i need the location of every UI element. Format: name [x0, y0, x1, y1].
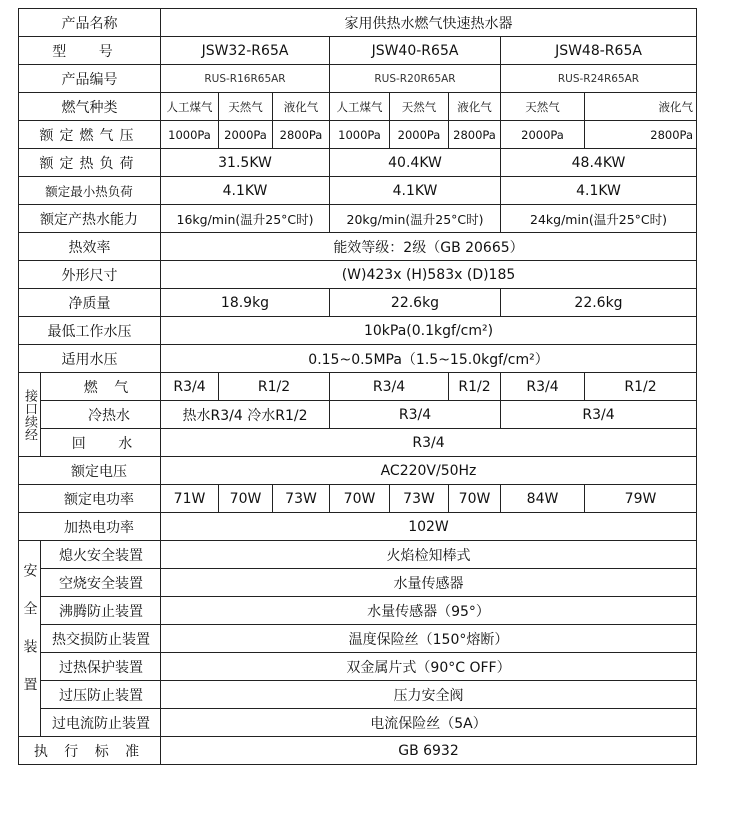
- connection-gas-value: R1/2: [219, 373, 330, 401]
- power-value: 71W: [161, 485, 219, 513]
- gas-pressure-value: 2000Pa: [501, 121, 585, 149]
- power-value: 70W: [330, 485, 390, 513]
- safety-item-label: 热交损防止装置: [41, 625, 161, 653]
- weight-value: 22.6kg: [330, 289, 501, 317]
- power-value: 70W: [449, 485, 501, 513]
- connection-water-label: 冷热水: [41, 401, 161, 429]
- safety-item-value: 温度保险丝（150°熔断）: [161, 625, 697, 653]
- row-connection-water: [19, 401, 697, 429]
- product-code-value: RUS-R24R65AR: [501, 65, 697, 93]
- gas-type-value: 人工煤气: [330, 93, 390, 121]
- row-gas-type: [19, 93, 697, 121]
- safety-item-value: 火焰检知棒式: [161, 541, 697, 569]
- heat-load-value: 48.4KW: [501, 149, 697, 177]
- connection-gas-label: 燃 气: [41, 373, 161, 401]
- standard-label: 执 行 标 准: [19, 737, 161, 765]
- power-label: 额定电功率: [19, 485, 161, 513]
- model-value: JSW48-R65A: [501, 37, 697, 65]
- row-voltage: [19, 457, 697, 485]
- power-value: 70W: [219, 485, 273, 513]
- row-efficiency: [19, 233, 697, 261]
- row-safety-3: [19, 625, 697, 653]
- row-connection-gas: [19, 373, 697, 401]
- model-label: 型 号: [19, 37, 161, 65]
- heat-load-value: 31.5KW: [161, 149, 330, 177]
- connection-gas-value: R3/4: [161, 373, 219, 401]
- voltage-label: 额定电压: [19, 457, 161, 485]
- connection-gas-value: R1/2: [585, 373, 697, 401]
- product-code-value: RUS-R16R65AR: [161, 65, 330, 93]
- hot-water-label: 额定产热水能力: [19, 205, 161, 233]
- row-gas-pressure: [19, 121, 697, 149]
- dimensions-value: (W)423x (H)583x (D)185: [161, 261, 697, 289]
- connection-water-value: 热水R3/4 冷水R1/2: [161, 401, 330, 429]
- safety-group-label: 安全装置: [19, 541, 41, 737]
- weight-label: 净质量: [19, 289, 161, 317]
- standard-value: GB 6932: [161, 737, 697, 765]
- efficiency-value: 能效等级：2级（GB 20665）: [161, 233, 697, 261]
- heat-load-label: 额定热负荷: [19, 149, 161, 177]
- model-value: JSW40-R65A: [330, 37, 501, 65]
- connection-return-label: 回 水: [41, 429, 161, 457]
- row-power: [19, 485, 697, 513]
- gas-type-value: 液化气: [585, 93, 697, 121]
- gas-pressure-value: 2800Pa: [585, 121, 697, 149]
- row-safety-4: [19, 653, 697, 681]
- min-heat-load-value: 4.1KW: [501, 177, 697, 205]
- efficiency-label: 热效率: [19, 233, 161, 261]
- row-dimensions: [19, 261, 697, 289]
- row-heating-power: [19, 513, 697, 541]
- gas-type-value: 天然气: [501, 93, 585, 121]
- hot-water-value: 24kg/min(温升25°C时): [501, 205, 697, 233]
- safety-item-label: 过压防止装置: [41, 681, 161, 709]
- min-heat-load-value: 4.1KW: [330, 177, 501, 205]
- connection-gas-value: R3/4: [330, 373, 449, 401]
- gas-pressure-value: 2800Pa: [449, 121, 501, 149]
- product-code-label: 产品编号: [19, 65, 161, 93]
- min-heat-load-value: 4.1KW: [161, 177, 330, 205]
- weight-value: 18.9kg: [161, 289, 330, 317]
- weight-value: 22.6kg: [501, 289, 697, 317]
- model-value: JSW32-R65A: [161, 37, 330, 65]
- water-pressure-label: 适用水压: [19, 345, 161, 373]
- connection-gas-value: R3/4: [501, 373, 585, 401]
- min-pressure-label: 最低工作水压: [19, 317, 161, 345]
- gas-pressure-value: 2000Pa: [390, 121, 449, 149]
- power-value: 73W: [273, 485, 330, 513]
- row-safety-6: [19, 709, 697, 737]
- connection-return-value: R3/4: [161, 429, 697, 457]
- safety-item-label: 沸腾防止装置: [41, 597, 161, 625]
- power-value: 73W: [390, 485, 449, 513]
- row-safety-2: [19, 597, 697, 625]
- row-model: [19, 37, 697, 65]
- row-heat-load: [19, 149, 697, 177]
- hot-water-value: 16kg/min(温升25°C时): [161, 205, 330, 233]
- safety-item-value: 水量传感器: [161, 569, 697, 597]
- heat-load-value: 40.4KW: [330, 149, 501, 177]
- product-name-label: 产品名称: [19, 9, 161, 37]
- dimensions-label: 外形尺寸: [19, 261, 161, 289]
- safety-item-value: 压力安全阀: [161, 681, 697, 709]
- row-safety-1: [19, 569, 697, 597]
- row-water-pressure: [19, 345, 697, 373]
- safety-item-label: 空烧安全装置: [41, 569, 161, 597]
- min-pressure-value: 10kPa(0.1kgf/cm²): [161, 317, 697, 345]
- gas-pressure-value: 1000Pa: [161, 121, 219, 149]
- safety-item-label: 过电流防止装置: [41, 709, 161, 737]
- gas-type-value: 天然气: [390, 93, 449, 121]
- connection-water-value: R3/4: [330, 401, 501, 429]
- hot-water-value: 20kg/min(温升25°C时): [330, 205, 501, 233]
- safety-item-label: 熄火安全装置: [41, 541, 161, 569]
- gas-type-value: 人工煤气: [161, 93, 219, 121]
- row-weight: [19, 289, 697, 317]
- spec-table: [18, 8, 697, 765]
- row-safety-5: [19, 681, 697, 709]
- voltage-value: AC220V/50Hz: [161, 457, 697, 485]
- safety-item-value: 双金属片式（90°C OFF）: [161, 653, 697, 681]
- heating-power-label: 加热电功率: [19, 513, 161, 541]
- product-name-value: 家用供热水燃气快速热水器: [161, 9, 697, 37]
- gas-pressure-value: 2800Pa: [273, 121, 330, 149]
- row-min-heat-load: [19, 177, 697, 205]
- connection-group-label: 接口续经: [19, 373, 41, 457]
- gas-type-label: 燃气种类: [19, 93, 161, 121]
- gas-pressure-value: 2000Pa: [219, 121, 273, 149]
- row-min-pressure: [19, 317, 697, 345]
- product-code-value: RUS-R20R65AR: [330, 65, 501, 93]
- safety-item-value: 水量传感器（95°）: [161, 597, 697, 625]
- row-standard: [19, 737, 697, 765]
- gas-pressure-value: 1000Pa: [330, 121, 390, 149]
- connection-water-value: R3/4: [501, 401, 697, 429]
- row-safety-0: [19, 541, 697, 569]
- row-connection-return: [19, 429, 697, 457]
- row-product-code: [19, 65, 697, 93]
- gas-type-value: 天然气: [219, 93, 273, 121]
- gas-type-value: 液化气: [273, 93, 330, 121]
- min-heat-load-label: 额定最小热负荷: [19, 177, 161, 205]
- gas-type-value: 液化气: [449, 93, 501, 121]
- safety-item-value: 电流保险丝（5A）: [161, 709, 697, 737]
- heating-power-value: 102W: [161, 513, 697, 541]
- row-product-name: [19, 9, 697, 37]
- power-value: 79W: [585, 485, 697, 513]
- power-value: 84W: [501, 485, 585, 513]
- row-hot-water-capacity: [19, 205, 697, 233]
- water-pressure-value: 0.15~0.5MPa（1.5~15.0kgf/cm²）: [161, 345, 697, 373]
- connection-gas-value: R1/2: [449, 373, 501, 401]
- safety-item-label: 过热保护装置: [41, 653, 161, 681]
- gas-pressure-label: 额定燃气压: [19, 121, 161, 149]
